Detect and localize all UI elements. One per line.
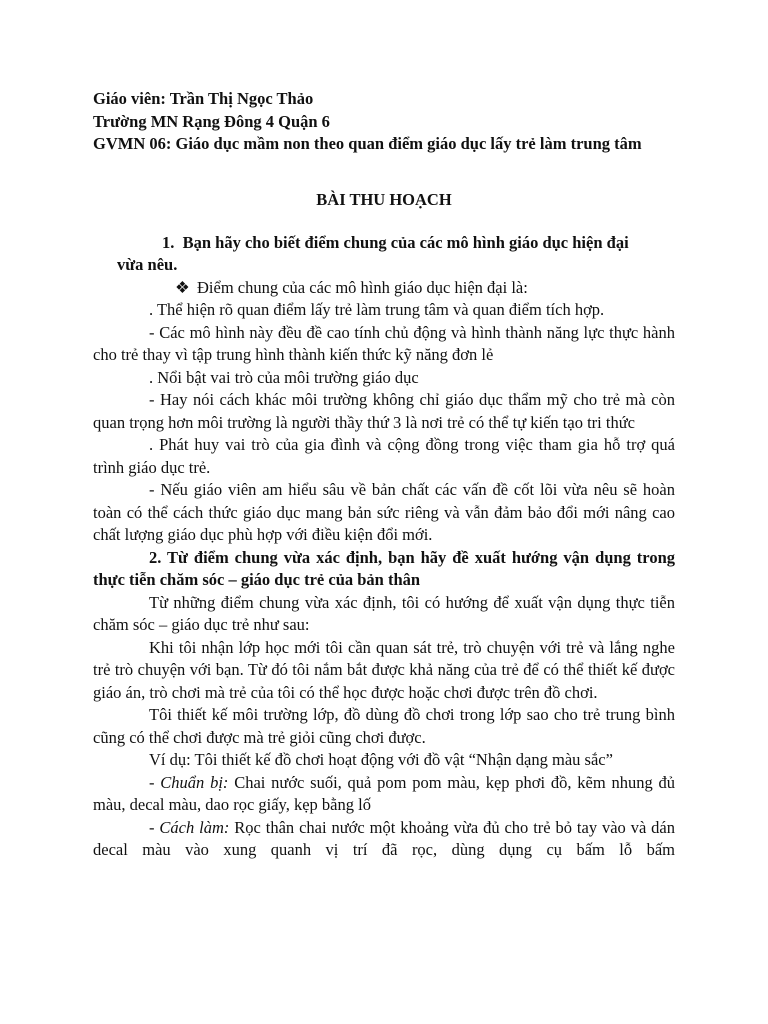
bullet-text: Điểm chung của các mô hình giáo dục hiện đại là: <box>197 277 528 297</box>
q2-paragraph: Ví dụ: Tôi thiết kế đồ chơi hoạt động với đồ vật “Nhận dạng màu sắc” <box>149 750 613 769</box>
bullet-item <box>93 277 675 300</box>
preparation-paragraph: - Chuẩn bị: Chai nước suối, quả pom pom màu, kẹp phơi đồ, kẽm nhung đủ màu, decal màu, dao rọc giấy, kẹp bằng lố <box>93 772 676 814</box>
q2-paragraph: Khi tôi nhận lớp học mới tôi cần quan sát trẻ, trò chuyện với trẻ và lắng nghe trẻ trò chuyện với bạn. Từ đó tôi nắm bắt được khả năng của trẻ để có thể thiết kế được giáo án, trò chơi mà trẻ của tôi có thể học được hoặc chơi được trên đồ chơi. <box>93 637 675 702</box>
q1-paragraph: - Các mô hình này đều đề cao tính chủ động và hình thành năng lực thực hành cho trẻ thay vì tập trung hình thành kiến thức kỹ năng đơn lẻ <box>93 322 675 364</box>
q1-paragraph: . Thể hiện rõ quan điểm lấy trẻ làm trung tâm và quan điểm tích hợp. <box>149 300 605 319</box>
page-title: BÀI THU HOẠCH <box>316 189 452 209</box>
preparation-text: Chai nước suối, quả pom pom màu, kẹp phơi đồ, kẽm nhung đủ màu, decal màu, dao rọc giấy, kẹp bằng lố <box>93 772 676 814</box>
question-1-number: 1. <box>162 232 175 252</box>
q1-paragraph: - Hay nói cách khác môi trường không chỉ giáo dục thẩm mỹ cho trẻ mà còn quan trọng hơn môi trường là người thầy thứ 3 là nơi trẻ có thể tự kiến tạo tri thức <box>93 390 675 432</box>
q2-paragraph: Từ những điểm chung vừa xác định, tôi có hướng để xuất vận dụng thực tiễn chăm sóc – giáo dục trẻ như sau: <box>93 592 675 634</box>
question-1-line1: Bạn hãy cho biết điểm chung của các mô hình giáo dục hiện đại <box>182 232 629 252</box>
q2-paragraph: Tôi thiết kế môi trường lớp, đồ dùng đồ chơi trong lớp sao cho trẻ trung bình cũng có thể chơi được mà trẻ giỏi cũng chơi được. <box>93 705 675 747</box>
teacher-name: Giáo viên: Trần Thị Ngọc Thảo <box>93 89 314 108</box>
preparation-label: Chuẩn bị: <box>160 772 229 792</box>
q1-paragraph: . Phát huy vai trò của gia đình và cộng đồng trong việc tham gia hỗ trợ quá trình giáo dục trẻ. <box>93 435 675 477</box>
school-name: Trường MN Rạng Đông 4 Quận 6 <box>93 111 330 131</box>
q1-paragraph: . Nổi bật vai trò của môi trường giáo dục <box>149 367 419 387</box>
question-1-heading <box>93 232 675 255</box>
method-paragraph: - Cách làm: Rọc thân chai nước một khoảng vừa đủ cho trẻ bỏ tay vào và dán decal màu vào xung quanh vị trí đã rọc, dùng dụng cụ bấm lỗ bấm <box>93 817 676 859</box>
question-1-line2: vừa nêu. <box>117 255 178 274</box>
diamond-bullet-icon: ❖ <box>175 277 190 297</box>
method-text: Rọc thân chai nước một khoảng vừa đủ cho trẻ bỏ tay vào và dán decal màu vào xung quanh vị trí đã rọc, dùng dụng cụ bấm lỗ bấm <box>93 817 676 859</box>
question-1-heading-cont <box>93 254 675 277</box>
method-label: Cách làm: <box>159 817 230 837</box>
q1-paragraph: - Nếu giáo viên am hiểu sâu về bản chất các vấn đề cốt lõi vừa nêu sẽ hoàn toàn có thể cách thức giáo dục mang bản sức riêng và vẫn đảm bảo đổi mới nâng cao chất lượng giáo dục phù hợp với điều kiện đổi mới. <box>93 480 675 544</box>
question-2-heading: 2. Từ điểm chung vừa xác định, bạn hãy đề xuất hướng vận dụng trong thực tiễn chăm sóc – giáo dục trẻ của bản thân <box>93 547 675 589</box>
module-title: GVMN 06: Giáo dục mầm non theo quan điểm giáo dục lấy trẻ làm trung tâm <box>93 134 642 153</box>
